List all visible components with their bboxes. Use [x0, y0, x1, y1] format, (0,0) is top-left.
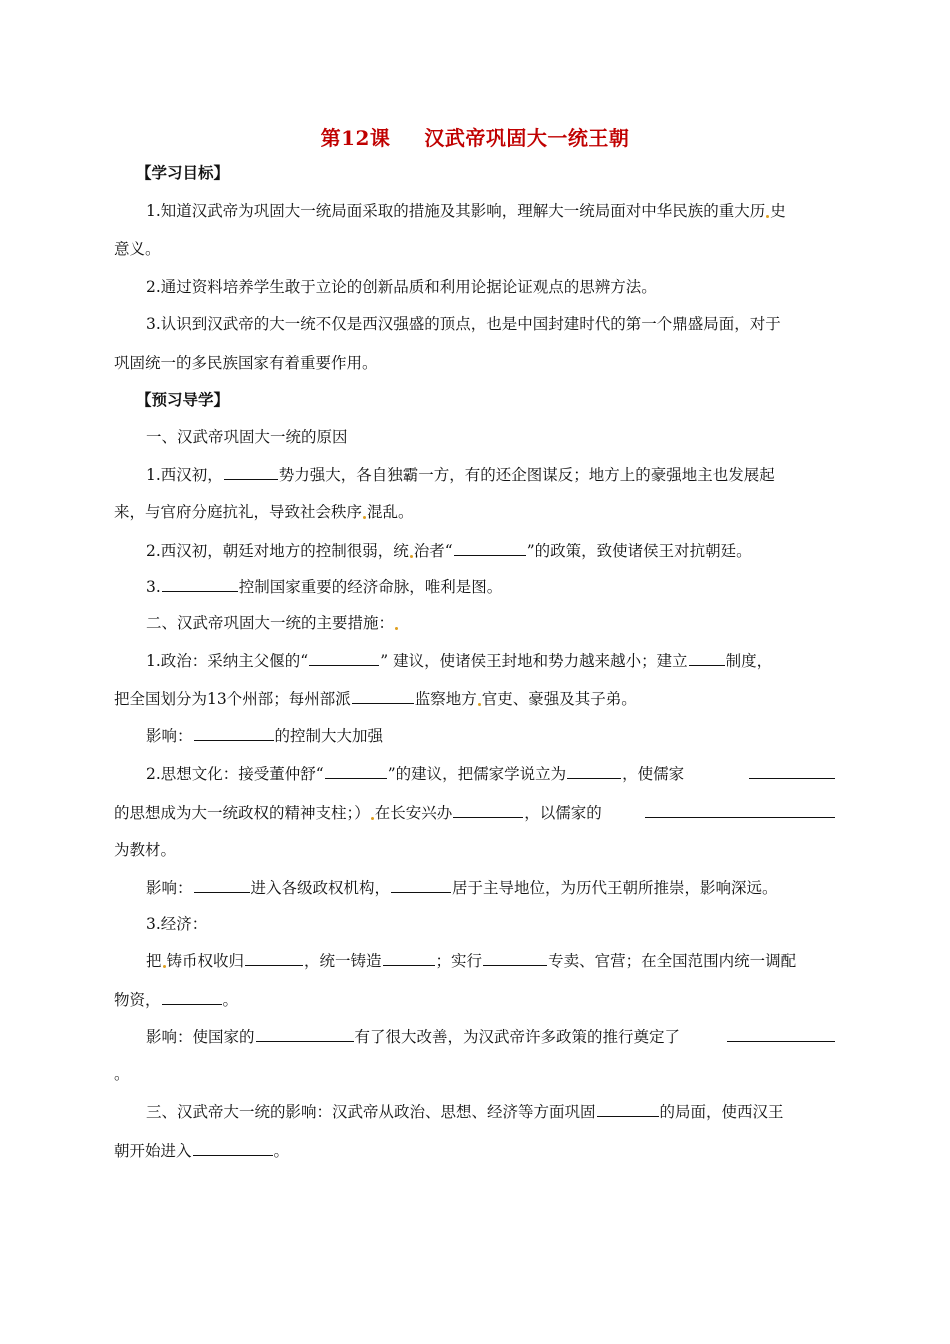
fill-blank[interactable]: [391, 877, 451, 893]
fill-blank[interactable]: [453, 802, 523, 818]
politics-impact: 影响： 的控制大大加强: [146, 727, 384, 745]
fill-blank[interactable]: [256, 1026, 354, 1042]
fill-blank[interactable]: [454, 540, 526, 556]
objective-1-line-1: 1.知道汉武帝为巩固大一统局面采取的措施及其影响，理解大一统局面对中华民族的重大历 史: [146, 202, 786, 220]
measure-ideology-line-1: 2.思想文化：接受董仲舒“ ”的建议，把儒家学说立为 ，使儒家: [146, 763, 836, 784]
fill-blank[interactable]: [224, 464, 278, 480]
preview-heading: 【预习导学】: [136, 390, 230, 409]
objective-3-line-1: 3.认识到汉武帝的大一统不仅是西汉强盛的顶点，也是中国封建时代的第一个鼎盛局面，对于: [146, 315, 781, 333]
fill-blank[interactable]: [194, 877, 250, 893]
section-3-line-1: 三、汉武帝大一统的影响：汉武帝从政治、思想、经济等方面巩固 的局面，使西汉王: [146, 1103, 784, 1121]
measure-ideology-line-2: 的思想成为大一统政权的精神支柱；） 在长安兴办 ，以儒家的: [114, 802, 836, 823]
fill-blank[interactable]: [749, 763, 835, 779]
reason-2: 2.西汉初，朝廷对地方的控制很弱，统 治者“ ”的政策，致使诸侯王对抗朝廷。: [146, 542, 752, 560]
fill-blank[interactable]: [597, 1101, 659, 1117]
fill-blank[interactable]: [645, 802, 835, 818]
fill-blank[interactable]: [162, 989, 222, 1005]
fill-blank[interactable]: [325, 763, 387, 779]
objectives-heading: 【学习目标】: [136, 163, 230, 182]
measure-economy-line-2: 物资， 。: [114, 991, 239, 1009]
reason-3: 3. 控制国家重要的经济命脉，唯利是图。: [146, 578, 503, 596]
fill-blank[interactable]: [383, 950, 435, 966]
section-2-title: 二、汉武帝巩固大一统的主要措施：: [146, 613, 836, 633]
objective-3-line-2: 巩固统一的多民族国家有着重要作用。: [114, 354, 378, 372]
fill-blank[interactable]: [194, 725, 274, 741]
measure-economy-title: 3.经济：: [146, 915, 208, 933]
lesson-title: [0, 122, 950, 151]
ideology-impact: 影响： 进入各级政权机构， 居于主导地位，为历代王朝所推崇，影响深远。: [146, 879, 778, 897]
fill-blank[interactable]: [689, 650, 725, 666]
fill-blank[interactable]: [309, 650, 379, 666]
fill-blank[interactable]: [567, 763, 621, 779]
fill-blank[interactable]: [483, 950, 547, 966]
fill-blank[interactable]: [162, 576, 238, 592]
section-3-line-2: 朝开始进入 。: [114, 1142, 290, 1160]
measure-ideology-line-3: 为教材。: [114, 841, 177, 859]
lesson-name: 汉武帝巩固大一统王朝: [424, 126, 630, 150]
fill-blank[interactable]: [193, 1140, 273, 1156]
section-1-title: 一、汉武帝巩固大一统的原因: [146, 428, 348, 446]
objective-2: 2.通过资料培养学生敢于立论的创新品质和利用论据论证观点的思辨方法。: [146, 278, 657, 296]
lesson-number: 第12课: [320, 126, 391, 150]
measure-politics-line-1: 1.政治：采纳主父偃的“ ” 建议，使诸侯王封地和势力越来越小；建立 制度，: [146, 652, 773, 670]
measure-economy-line-1: 把 铸币权收归 ，统一铸造 ；实行 专卖、官营；在全国范围内统一调配: [146, 952, 797, 970]
reason-1-line-1: 1.西汉初， 势力强大，各自独霸一方，有的还企图谋反；地方上的豪强地主也发展起: [146, 466, 775, 484]
reason-1-line-2: 来，与官府分庭抗礼，导致社会秩序 混乱。: [114, 503, 414, 521]
economy-impact-line-1: 影响：使国家的 有了很大改善，为汉武帝许多政策的推行奠定了: [146, 1026, 836, 1047]
fill-blank[interactable]: [727, 1026, 835, 1042]
fill-blank[interactable]: [352, 688, 414, 704]
objective-1-line-2: 意义。: [114, 240, 161, 258]
fill-blank[interactable]: [245, 950, 303, 966]
measure-politics-line-2: 把全国划分为13个州部；每州部派 监察地方 官吏、豪强及其子弟。: [114, 690, 637, 708]
economy-impact-line-2: 。: [114, 1065, 130, 1083]
